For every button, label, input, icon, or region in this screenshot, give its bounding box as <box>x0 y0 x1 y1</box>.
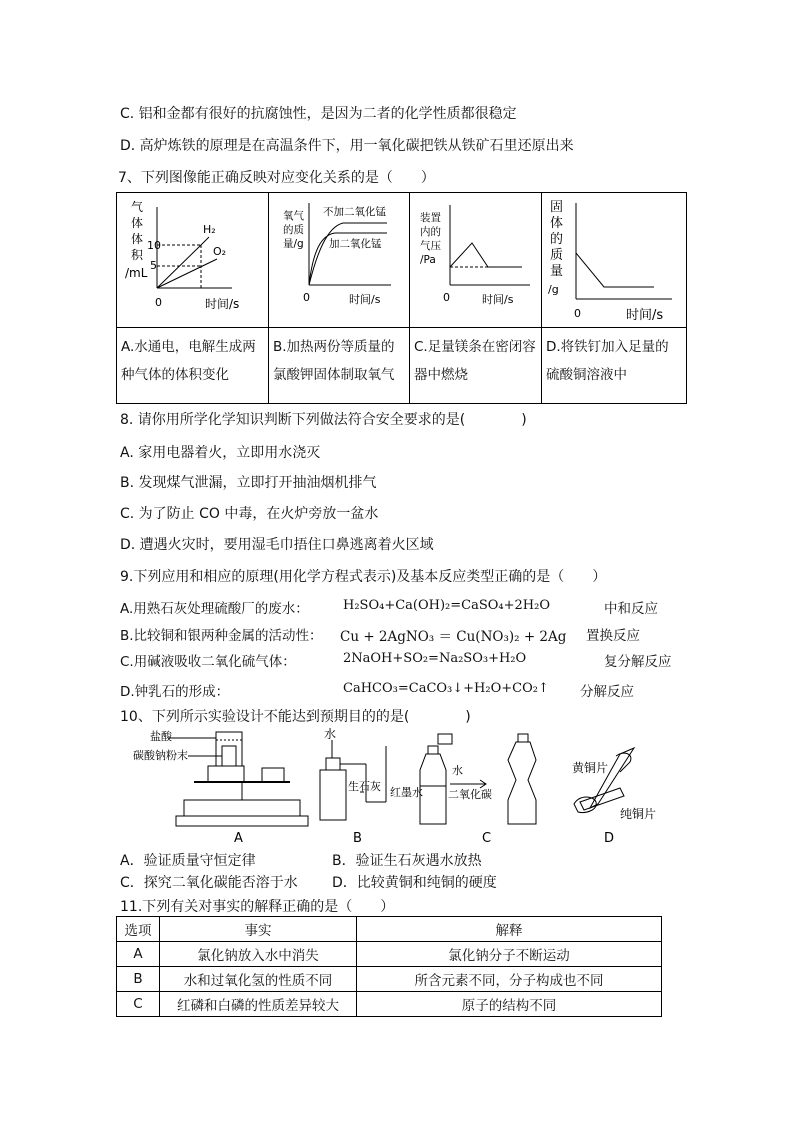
graph-a-series-o2: O₂ <box>213 245 227 258</box>
q8-option-c: C. 为了防止 CO 中毒，在火炉旁放一盆水 <box>120 506 379 522</box>
q7-cell-d <box>542 193 686 403</box>
q10-option-d: D．比较黄铜和纯铜的硬度 <box>332 875 497 891</box>
graph-b-ylabel-3: 量/g <box>283 238 304 250</box>
label-copper: 纯铜片 <box>620 807 657 821</box>
q7-caption-b: B.加热两份等质量的氯酸钾固体制取氧气 <box>273 339 395 383</box>
q9-row-c-label: C.用碱液吸收二氧化硫气体： <box>120 654 296 670</box>
row-a-fact: 氯化钠放入水中消失 <box>160 942 357 967</box>
graph-c-origin: 0 <box>443 291 450 304</box>
q7-graph-c <box>410 193 541 327</box>
graph-c-ylabel-4: /Pa <box>420 254 436 266</box>
graph-c-ylabel-3: 气压 <box>420 240 441 252</box>
q10-option-b: B．验证生石灰遇水放热 <box>332 853 482 869</box>
graph-d-ylabel-2: 体 <box>550 216 564 231</box>
graph-c-line <box>450 243 520 267</box>
graph-c-ylabel-1: 装置 <box>420 212 441 224</box>
q6-option-d: D. 高炉炼铁的原理是在高温条件下，用一氧化碳把铁从铁矿石里还原出来 <box>120 138 574 154</box>
graph-d-ylabel-4: 质 <box>550 248 564 263</box>
q8-option-b: B. 发现煤气泄漏，立即打开抽油烟机排气 <box>120 475 377 491</box>
letter-c: C <box>482 831 492 846</box>
label-brass: 黄铜片 <box>572 761 609 775</box>
table-row <box>117 942 662 967</box>
q7-graph-b <box>269 193 409 327</box>
q9-row-d-type: 分解反应 <box>580 684 634 700</box>
q10-apparatus-figure <box>133 726 670 848</box>
graph-c-xlabel: 时间/s <box>482 293 514 306</box>
q7-caption-c: C.足量镁条在密闭容器中燃烧 <box>414 339 536 383</box>
graph-b-ylabel-2: 的质 <box>283 224 304 236</box>
q9-row-b-eq: Cu + 2AgNO₃ ＝ Cu(NO₃)₂ + 2Ag <box>340 629 567 645</box>
q11-table <box>116 916 662 1017</box>
q9-row-b-label: B.比较铜和银两种金属的活动性： <box>120 628 323 644</box>
q7-cell-a <box>117 193 269 403</box>
q10-option-c: C．探究二氧化碳能否溶于水 <box>120 875 298 891</box>
q11-stem: 11.下列有关对事实的解释正确的是（ ） <box>120 899 395 915</box>
apparatus-a <box>168 732 308 826</box>
graph-a-line-o2 <box>157 259 217 288</box>
q7-cell-c <box>410 193 542 403</box>
letter-a: A <box>234 831 243 846</box>
row-c-fact: 红磷和白磷的性质差异较大 <box>160 992 357 1017</box>
q7-caption-a: A.水通电，电解生成两种气体的体积变化 <box>121 339 256 383</box>
row-a-option: A <box>117 942 160 967</box>
letter-b: B <box>353 831 362 846</box>
q7-graph-a <box>117 193 268 327</box>
graph-a-ylabel-2: 体 <box>131 216 144 230</box>
q8-option-d: D. 遭遇火灾时，要用湿毛巾捂住口鼻逃离着火区域 <box>120 537 434 553</box>
label-co2: 二氧化碳 <box>448 788 492 801</box>
header-fact: 事实 <box>160 917 357 942</box>
header-explanation: 解释 <box>357 917 662 942</box>
q8-option-a: A. 家用电器着火，立即用水浇灭 <box>120 445 321 461</box>
q9-row-a-type: 中和反应 <box>604 601 658 617</box>
q7-stem: 7、下列图像能正确反映对应变化关系的是（ ） <box>118 170 435 186</box>
graph-b-line-no-mno2 <box>309 223 387 285</box>
q7-cell-b <box>269 193 410 403</box>
graph-a-series-h2: H₂ <box>203 223 216 236</box>
label-na2co3: 碳酸钠粉末 <box>133 749 188 762</box>
graph-c-ylabel-2: 内的 <box>420 226 441 238</box>
graph-a-ylabel-4: 积 <box>131 248 144 262</box>
row-b-fact: 水和过氧化氢的性质不同 <box>160 967 357 992</box>
row-b-option: B <box>117 967 160 992</box>
q8-stem: 8. 请你用所学化学知识判断下列做法符合安全要求的是( ) <box>120 412 527 428</box>
q9-row-d-eq: CaHCO₃=CaCO₃↓+H₂O+CO₂↑ <box>343 681 549 696</box>
apparatus-d <box>574 748 634 813</box>
graph-b-origin: 0 <box>303 291 310 304</box>
q9-stem: 9.下列应用和相应的原理(用化学方程式表示)及基本反应类型正确的是（ ） <box>120 569 607 585</box>
q10-stem: 10、下列所示实验设计不能达到预期目的的是( ) <box>120 709 471 725</box>
letter-d: D <box>604 831 615 846</box>
table-row <box>117 967 662 992</box>
graph-d-ylabel-3: 的 <box>550 232 564 247</box>
graph-d-origin: 0 <box>574 307 581 320</box>
graph-d-ylabel-6: /g <box>548 283 559 296</box>
label-water-2: 水 <box>452 764 463 777</box>
q9-row-c-type: 复分解反应 <box>604 654 672 670</box>
label-lime: 生石灰 <box>348 780 381 793</box>
table-row <box>117 992 662 1017</box>
graph-a-ylabel-5: /mL <box>125 266 148 280</box>
graph-d-ylabel-1: 固 <box>550 200 564 215</box>
graph-b-series-1: 不加二氧化锰 <box>323 206 386 218</box>
graph-d-xlabel: 时间/s <box>626 308 664 323</box>
graph-d-line <box>576 253 654 287</box>
graph-a-xlabel: 时间/s <box>205 297 240 311</box>
graph-a-tick-5: 5 <box>150 259 157 272</box>
graph-b-xlabel: 时间/s <box>349 293 381 306</box>
graph-b-ylabel-1: 氧气 <box>283 210 304 222</box>
label-hcl: 盐酸 <box>150 730 172 743</box>
row-b-explanation: 所含元素不同，分子构成也不同 <box>357 967 662 992</box>
q9-row-a-eq: H₂SO₄+Ca(OH)₂=CaSO₄+2H₂O <box>343 598 550 613</box>
row-a-explanation: 氯化钠分子不断运动 <box>357 942 662 967</box>
graph-a-origin: 0 <box>155 296 162 309</box>
label-water: 水 <box>324 727 337 741</box>
table-header-row <box>117 917 662 942</box>
graph-a-tick-10: 10 <box>147 239 161 252</box>
q6-option-c: C. 铝和金都有很好的抗腐蚀性，是因为二者的化学性质都很稳定 <box>120 106 517 122</box>
graph-b-series-2: 加二氧化锰 <box>329 238 382 250</box>
q7-caption-d: D.将铁钉加入足量的硫酸铜溶液中 <box>546 339 669 383</box>
label-ink: 红墨水 <box>390 786 423 799</box>
graph-a-ylabel-3: 体 <box>131 232 144 246</box>
row-c-explanation: 原子的结构不同 <box>357 992 662 1017</box>
header-option: 选项 <box>117 917 160 942</box>
q9-row-b-type: 置换反应 <box>586 628 640 644</box>
graph-a-ylabel-1: 气 <box>131 200 144 214</box>
q9-row-d-label: D.钟乳石的形成： <box>120 684 230 700</box>
q7-graph-table <box>116 192 687 404</box>
q10-option-a: A．验证质量守恒定律 <box>120 853 256 869</box>
q9-row-a-label: A.用熟石灰处理硫酸厂的废水： <box>120 601 309 617</box>
apparatus-c <box>420 734 536 824</box>
graph-d-ylabel-5: 量 <box>550 264 564 279</box>
q7-graph-d <box>542 193 686 327</box>
row-c-option: C <box>117 992 160 1017</box>
q9-row-c-eq: 2NaOH+SO₂=Na₂SO₃+H₂O <box>343 651 527 666</box>
